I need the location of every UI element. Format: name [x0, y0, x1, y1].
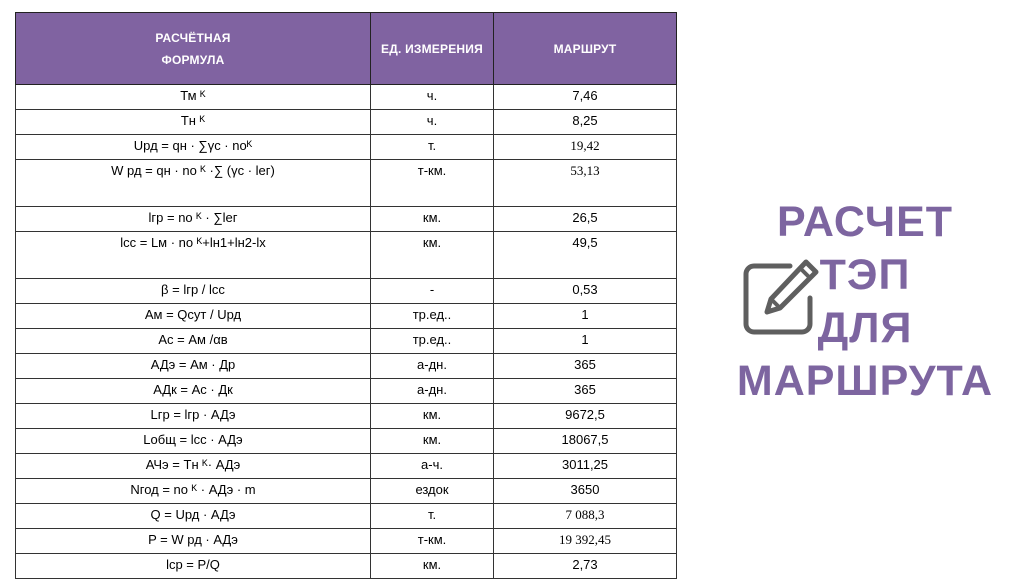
value-cell: 8,25 — [494, 110, 677, 135]
table-row — [16, 207, 677, 232]
value-cell: 1 — [494, 304, 677, 329]
value-cell: 3650 — [494, 479, 677, 504]
table-row — [16, 232, 677, 279]
value-cell: 365 — [494, 379, 677, 404]
unit-cell: ездок — [371, 479, 494, 504]
formula-cell: АДк = Ас · Дк — [16, 379, 371, 404]
formula-cell: P = W рд · АДэ — [16, 529, 371, 554]
title-line-2: ТЭП — [819, 251, 911, 299]
unit-cell: а-дн. — [371, 354, 494, 379]
formula-cell: Ас = Ам /αв — [16, 329, 371, 354]
header-formula — [16, 13, 371, 85]
table-header-row — [16, 13, 677, 85]
table-row — [16, 135, 677, 160]
value-cell: 19,42 — [494, 135, 677, 160]
value-cell: 18067,5 — [494, 429, 677, 454]
formula-cell: АДэ = Ам · Др — [16, 354, 371, 379]
formula-cell: Q = Uрд · АДэ — [16, 504, 371, 529]
calculation-table — [15, 12, 677, 579]
formula-cell: АЧэ = Тн ᴷ· АДэ — [16, 454, 371, 479]
table-row — [16, 279, 677, 304]
formula-cell: Ам = Qсут / Uрд — [16, 304, 371, 329]
table-row — [16, 454, 677, 479]
unit-cell: а-дн. — [371, 379, 494, 404]
unit-cell: км. — [371, 404, 494, 429]
unit-cell: - — [371, 279, 494, 304]
unit-cell: км. — [371, 554, 494, 579]
value-cell: 1 — [494, 329, 677, 354]
table-row — [16, 404, 677, 429]
table-row — [16, 85, 677, 110]
formula-cell: Lобщ = lсс · АДэ — [16, 429, 371, 454]
title-line-4: МАРШРУТА — [736, 357, 994, 405]
value-cell: 9672,5 — [494, 404, 677, 429]
table-row — [16, 354, 677, 379]
header-unit: ЕД. ИЗМЕРЕНИЯ — [371, 13, 494, 85]
value-cell: 2,73 — [494, 554, 677, 579]
unit-cell: т. — [371, 504, 494, 529]
value-cell: 19 392,45 — [494, 529, 677, 554]
unit-cell: км. — [371, 232, 494, 279]
value-cell: 26,5 — [494, 207, 677, 232]
unit-cell: тр.ед.. — [371, 329, 494, 354]
table-row — [16, 504, 677, 529]
formula-cell: W рд = qн · nо ᴷ ·∑ (γс · lег) — [16, 160, 371, 207]
header-route: МАРШРУТ — [494, 13, 677, 85]
table-row — [16, 554, 677, 579]
formula-cell: Uрд = qн · ∑γс · nоᴷ — [16, 135, 371, 160]
formula-cell: lср = P/Q — [16, 554, 371, 579]
title-line-3: ДЛЯ — [817, 304, 913, 352]
table-row — [16, 529, 677, 554]
unit-cell: км. — [371, 207, 494, 232]
formula-cell: β = lгр / lсс — [16, 279, 371, 304]
title-line-1: РАСЧЕТ — [776, 198, 954, 246]
unit-cell: т-км. — [371, 529, 494, 554]
value-cell: 7 088,3 — [494, 504, 677, 529]
header-formula-line1: РАСЧЁТНАЯ — [155, 30, 231, 45]
unit-cell: т. — [371, 135, 494, 160]
formula-cell: lсс = Lм · nо ᴷ+lн1+lн2-lх — [16, 232, 371, 279]
unit-cell: а-ч. — [371, 454, 494, 479]
unit-cell: тр.ед.. — [371, 304, 494, 329]
table-row — [16, 379, 677, 404]
table-row — [16, 479, 677, 504]
formula-cell: Lгр = lгр · АДэ — [16, 404, 371, 429]
unit-cell: т-км. — [371, 160, 494, 207]
value-cell: 3011,25 — [494, 454, 677, 479]
formula-cell: Тн ᴷ — [16, 110, 371, 135]
value-cell: 49,5 — [494, 232, 677, 279]
edit-pencil-icon — [740, 256, 824, 336]
formula-cell: lгр = nо ᴷ · ∑lег — [16, 207, 371, 232]
unit-cell: ч. — [371, 85, 494, 110]
value-cell: 7,46 — [494, 85, 677, 110]
table-row — [16, 429, 677, 454]
unit-cell: ч. — [371, 110, 494, 135]
unit-cell: км. — [371, 429, 494, 454]
header-formula-line2: ФОРМУЛА — [161, 52, 225, 67]
value-cell: 365 — [494, 354, 677, 379]
formula-cell: Тм ᴷ — [16, 85, 371, 110]
table-row — [16, 329, 677, 354]
table-row — [16, 160, 677, 207]
value-cell: 0,53 — [494, 279, 677, 304]
formula-cell: Nгод = nо ᴷ · АДэ · m — [16, 479, 371, 504]
value-cell: 53,13 — [494, 160, 677, 207]
table-row — [16, 304, 677, 329]
table-row — [16, 110, 677, 135]
